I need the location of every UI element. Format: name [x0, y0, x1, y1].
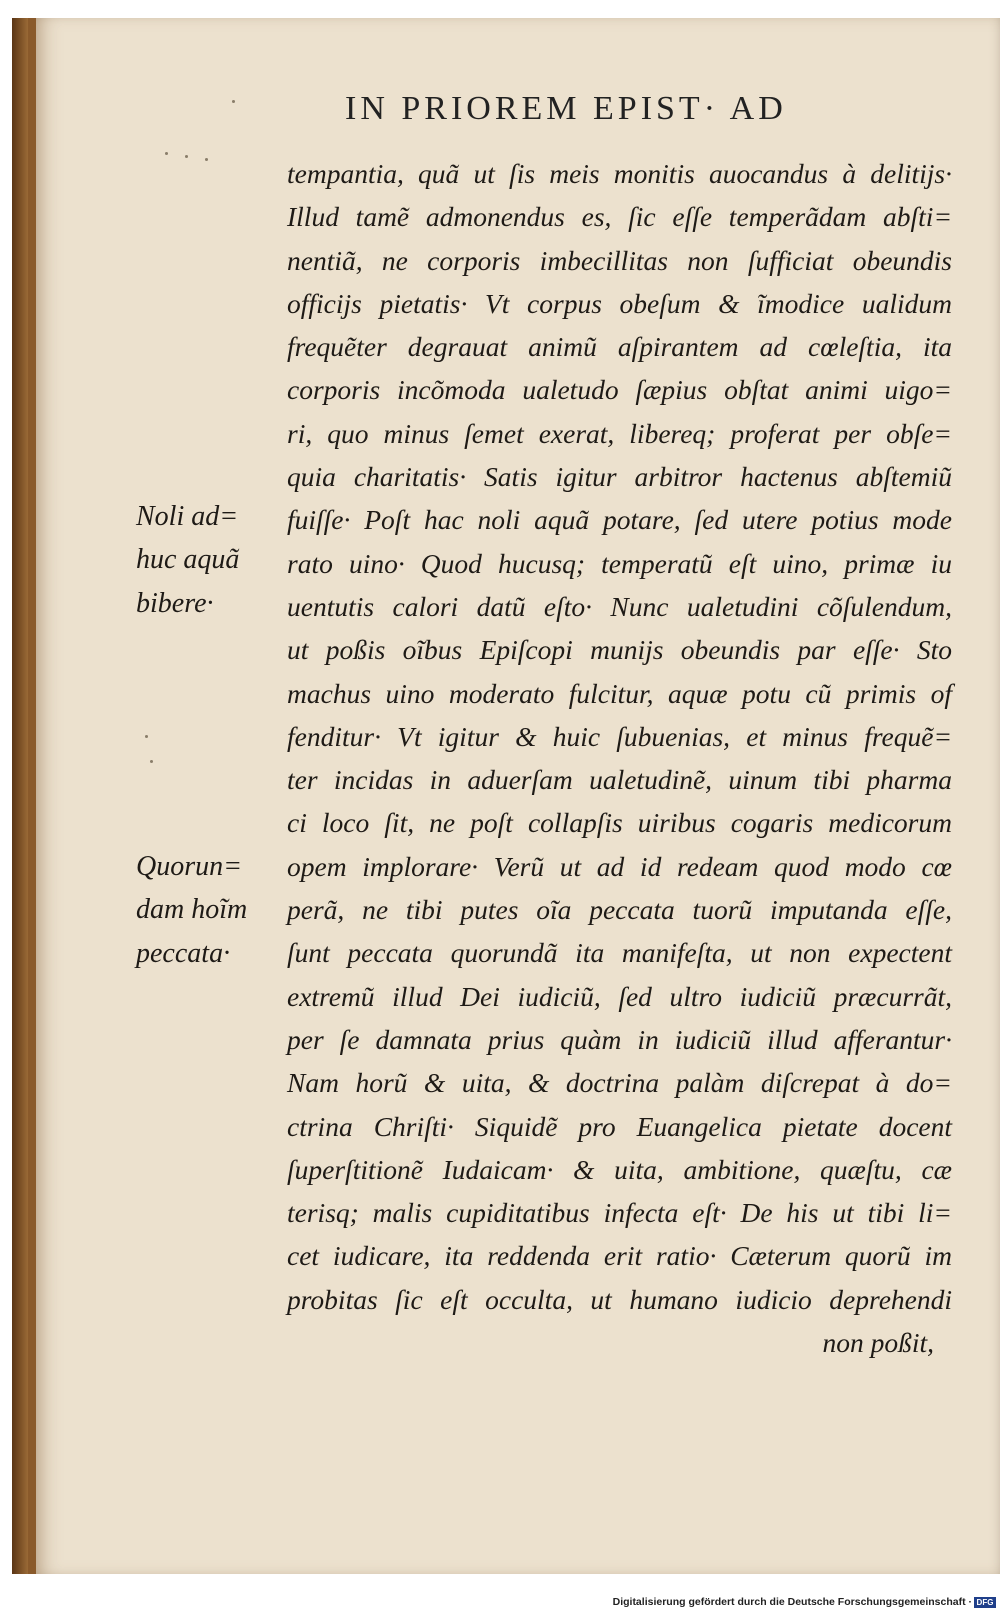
text-line: Nam horũ & uita, & doctrina palàm diſcrepat à do=: [287, 1067, 952, 1099]
text-line: frequẽter degrauat animũ aſpirantem ad cœleſtia, ita: [287, 331, 952, 363]
text-line: per ſe damnata prius quàm in iudiciũ illud afferantur·: [287, 1023, 952, 1055]
marginal-note-water: [136, 495, 239, 625]
text-line: corporis incõmoda ualetudo ſæpius obſtat animi uigo=: [287, 374, 952, 406]
text-line: nentiã, ne corporis imbecillitas non ſufficiat obeundis: [287, 244, 952, 276]
text-line: fuiſſe· Poſt hac noli aquã potare, ſed utere potius mode: [287, 504, 952, 536]
text-line: extremũ illud Dei iudiciũ, ſed ultro iudiciũ præcurrãt,: [287, 980, 952, 1012]
marginal-note-line: Noli ad=: [136, 501, 239, 532]
marginal-note-sins: [136, 845, 247, 975]
text-line: Illud tamẽ admonendus es, ſic eſſe temperãdam abſti=: [287, 201, 952, 233]
ink-speck: [150, 760, 153, 763]
text-line: probitas ſic eſt occulta, ut humano iudicio deprehendi: [287, 1283, 952, 1315]
text-line: opem implorare· Verũ ut ad id redeam quod modo cœ: [287, 850, 952, 882]
text-line: ſuperſtitionẽ Iudaicam· & uita, ambitione, quæſtu, cæ: [287, 1153, 952, 1185]
text-line: tempantia, quã ut ſis meis monitis auocandus à delitijs·: [287, 158, 952, 189]
text-line: perã, ne tibi putes oĩa peccata tuorũ imputanda eſſe,: [287, 894, 952, 926]
text-line: ut poßis oĩbus Epiſcopi munijs obeundis par eſſe· Sto: [287, 634, 952, 666]
text-line: cet iudicare, ita reddenda erit ratio· Cæterum quorũ im: [287, 1240, 952, 1272]
text-line: ri, quo minus ſemet exerat, libereq; proferat per obſe=: [287, 417, 952, 449]
text-line: officijs pietatis· Vt corpus obeſum & ĩmodice ualidum: [287, 287, 952, 319]
main-text-block: [287, 152, 952, 1364]
text-line: quia charitatis· Satis igitur arbitror hactenus abſtemiũ: [287, 461, 952, 493]
ink-speck: [205, 158, 208, 161]
text-line: ſunt peccata quorundã ita manifeſta, ut non expectent: [287, 937, 952, 969]
text-line: fenditur· Vt igitur & huic ſubuenias, et minus frequẽ=: [287, 720, 952, 752]
marginal-note-line: bibere·: [136, 587, 214, 619]
catchword: non poßit,: [822, 1327, 934, 1359]
ink-speck: [232, 100, 235, 103]
text-line: ter incidas in aduerſam ualetudinẽ, uinum tibi pharma: [287, 764, 952, 796]
text-line: ctrina Chriſti· Siquidẽ pro Euangelica pietate docent: [287, 1110, 952, 1142]
text-line: terisq; malis cupiditatibus infecta eſt· De his ut tibi li=: [287, 1197, 952, 1229]
marginal-note-line: peccata·: [136, 937, 231, 969]
running-head: IN PRIOREM EPIST· AD: [345, 90, 787, 127]
marginal-note-line: huc aquã: [136, 544, 240, 576]
text-line: rato uino· Quod hucusq; temperatũ eſt uino, primæ iu: [287, 547, 952, 579]
text-line: uentutis calori datũ eſto· Nunc ualetudini cõſulendum,: [287, 590, 952, 622]
digitization-footer: Digitalisierung gefördert durch die Deutsche Forschungsgemeinschaft ·: [612, 1596, 972, 1608]
dfg-logo: DFG: [974, 1597, 996, 1608]
marginal-note-line: Quorun=: [136, 851, 243, 882]
text-line: ci loco ſit, ne poſt collapſis uiribus cogaris medicorum: [287, 807, 952, 839]
ink-speck: [145, 735, 148, 738]
text-line: machus uino moderato fulcitur, aquæ potu cũ primis of: [287, 677, 952, 709]
marginal-note-line: dam hoĩm: [136, 894, 248, 926]
ink-speck: [165, 152, 168, 155]
ink-speck: [185, 155, 188, 158]
page-binding-edge: [12, 18, 28, 1574]
